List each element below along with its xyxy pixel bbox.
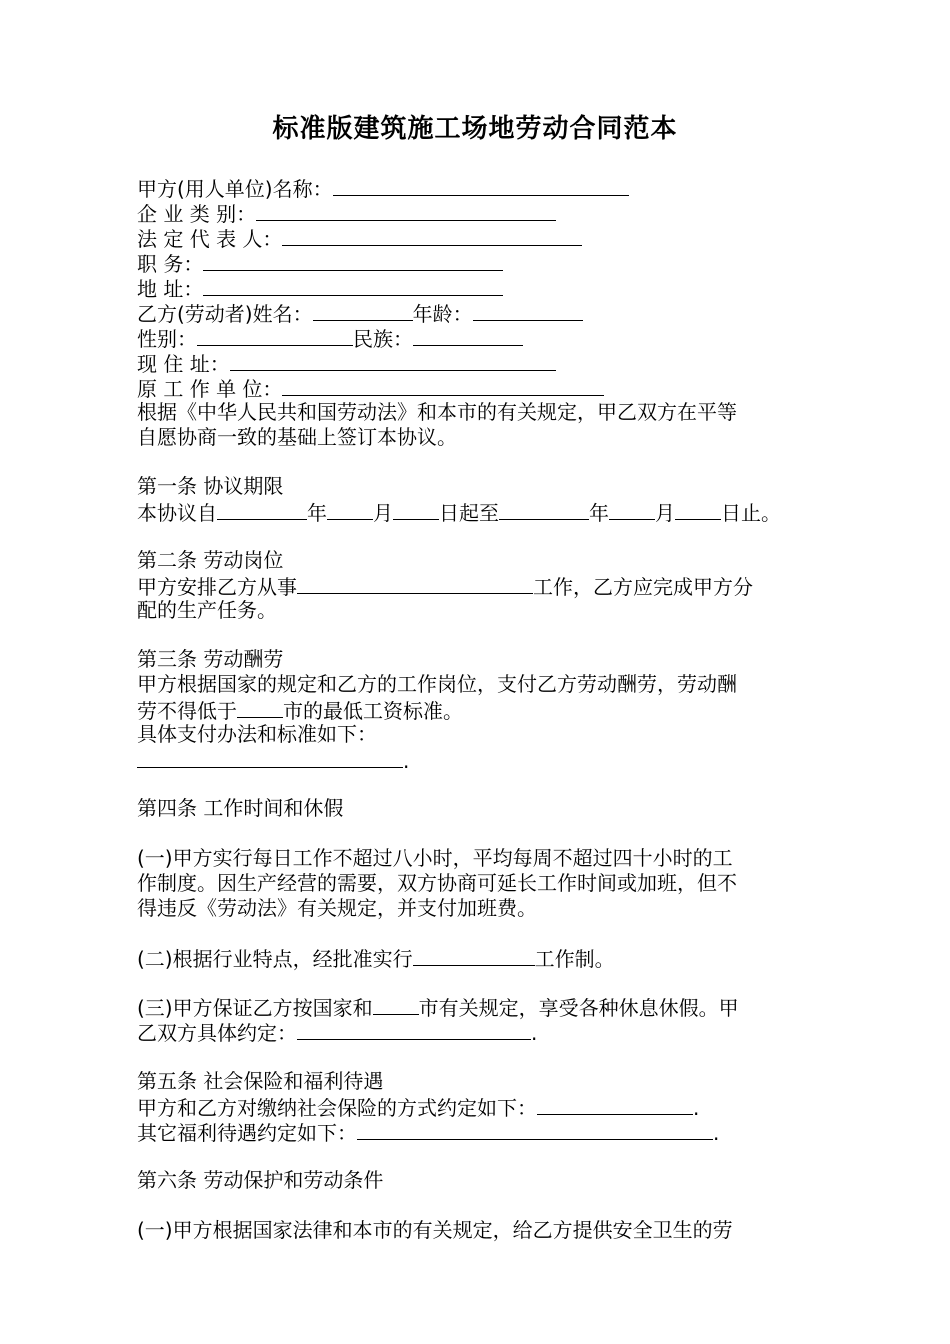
blank-line xyxy=(203,250,503,271)
term-text: 年 xyxy=(307,501,327,525)
article4-text: 市有关规定，享受各种休息休假。甲 xyxy=(418,996,739,1020)
gender-label: 性别： xyxy=(137,327,197,351)
blank-line xyxy=(137,747,403,768)
blank-line xyxy=(297,573,533,594)
blank-line xyxy=(297,1019,531,1040)
article4-text: 乙双方具体约定： xyxy=(137,1021,297,1045)
article3-line: 甲方根据国家的规定和乙方的工作岗位，支付乙方劳动酬劳，劳动酬 xyxy=(137,672,737,696)
term-text: 日起至 xyxy=(439,501,499,525)
article5-line xyxy=(137,1094,699,1118)
blank-line xyxy=(357,1119,713,1140)
party-a-name-field xyxy=(137,175,629,199)
blank-line xyxy=(282,375,604,396)
current-address-field xyxy=(137,350,556,374)
party-a-name-label: 甲方(用人单位)名称： xyxy=(137,177,333,201)
blank-line xyxy=(413,945,535,966)
enterprise-type-label: 企 业 类 别： xyxy=(137,202,257,226)
blank-line xyxy=(313,300,413,321)
period: . xyxy=(531,1021,538,1045)
enterprise-type-field xyxy=(137,200,556,224)
article4-text: (二)根据行业特点，经批准实行 xyxy=(137,947,413,971)
blank-line xyxy=(237,697,283,718)
term-text: 本协议自 xyxy=(137,501,217,525)
blank-line xyxy=(282,225,582,246)
document-title: 标准版建筑施工场地劳动合同范本 xyxy=(272,114,678,144)
article4-heading: 第四条 工作时间和休假 xyxy=(137,796,344,820)
term-text: 月 xyxy=(655,501,675,525)
blank-line xyxy=(413,325,523,346)
address-label: 地 址： xyxy=(137,277,204,301)
article2-text: 工作，乙方应完成甲方分 xyxy=(533,575,753,599)
period: . xyxy=(693,1096,700,1120)
article4-text: (三)甲方保证乙方按国家和 xyxy=(137,996,373,1020)
position-field xyxy=(137,250,503,274)
term-text: 月 xyxy=(373,501,393,525)
party-b-name-label: 乙方(劳动者)姓名： xyxy=(137,302,313,326)
article4-item1-line: 得违反《劳动法》有关规定，并支付加班费。 xyxy=(137,896,537,920)
previous-employer-field xyxy=(137,375,604,399)
preamble-line: 自愿协商一致的基础上签订本协议。 xyxy=(137,425,457,449)
blank-line xyxy=(217,499,307,520)
article5-text: 甲方和乙方对缴纳社会保险的方式约定如下： xyxy=(137,1096,537,1120)
term-text: 年 xyxy=(589,501,609,525)
ethnicity-label: 民族： xyxy=(353,327,413,351)
blank-line xyxy=(609,499,655,520)
address-field xyxy=(137,275,503,299)
article4-text: 工作制。 xyxy=(534,947,615,971)
article5-heading: 第五条 社会保险和福利待遇 xyxy=(137,1069,384,1093)
article6-heading: 第六条 劳动保护和劳动条件 xyxy=(137,1168,384,1192)
blank-line xyxy=(197,325,353,346)
current-address-label: 现 住 址： xyxy=(137,352,230,376)
article4-item1-line: (一)甲方实行每日工作不超过八小时，平均每周不超过四十小时的工 xyxy=(137,846,733,870)
article1-term-line xyxy=(137,499,781,523)
article1-heading: 第一条 协议期限 xyxy=(137,474,284,498)
article2-line xyxy=(137,573,753,597)
legal-rep-label: 法 定 代 表 人： xyxy=(137,227,283,251)
article3-line xyxy=(137,697,463,721)
article2-text: 甲方安排乙方从事 xyxy=(137,575,297,599)
age-label: 年龄： xyxy=(412,302,473,326)
position-label: 职 务： xyxy=(137,252,204,276)
blank-line xyxy=(537,1094,693,1115)
article4-item3-line xyxy=(137,1019,537,1043)
article4-item1-line: 作制度。因生产经营的需要，双方协商可延长工作时间或加班，但不 xyxy=(137,871,737,895)
party-b-field xyxy=(137,300,583,324)
article2-line: 配的生产任务。 xyxy=(137,598,277,622)
article4-item3-line xyxy=(137,994,739,1018)
article3-blank-line xyxy=(137,747,409,771)
article5-text: 其它福利待遇约定如下： xyxy=(137,1121,357,1145)
period: . xyxy=(403,749,410,773)
previous-employer-label: 原 工 作 单 位： xyxy=(137,377,283,401)
article3-line: 具体支付办法和标准如下： xyxy=(137,722,377,746)
article3-text: 劳不得低于 xyxy=(137,699,237,723)
article4-item2-line xyxy=(137,945,615,969)
blank-line xyxy=(373,994,419,1015)
article5-line xyxy=(137,1119,719,1143)
blank-line xyxy=(333,175,629,196)
term-text: 日止。 xyxy=(721,501,781,525)
blank-line xyxy=(230,350,556,371)
blank-line xyxy=(675,499,721,520)
blank-line xyxy=(393,499,439,520)
article3-text: 市的最低工资标准。 xyxy=(283,699,463,723)
blank-line xyxy=(256,200,556,221)
blank-line xyxy=(203,275,503,296)
blank-line xyxy=(327,499,373,520)
period: . xyxy=(713,1121,720,1145)
article3-heading: 第三条 劳动酬劳 xyxy=(137,647,284,671)
blank-line xyxy=(473,300,583,321)
blank-line xyxy=(499,499,589,520)
article2-heading: 第二条 劳动岗位 xyxy=(137,548,284,572)
gender-field xyxy=(137,325,523,349)
preamble-line: 根据《中华人民共和国劳动法》和本市的有关规定，甲乙双方在平等 xyxy=(137,400,737,424)
article6-item1-line: (一)甲方根据国家法律和本市的有关规定，给乙方提供安全卫生的劳 xyxy=(137,1218,733,1242)
legal-rep-field xyxy=(137,225,582,249)
